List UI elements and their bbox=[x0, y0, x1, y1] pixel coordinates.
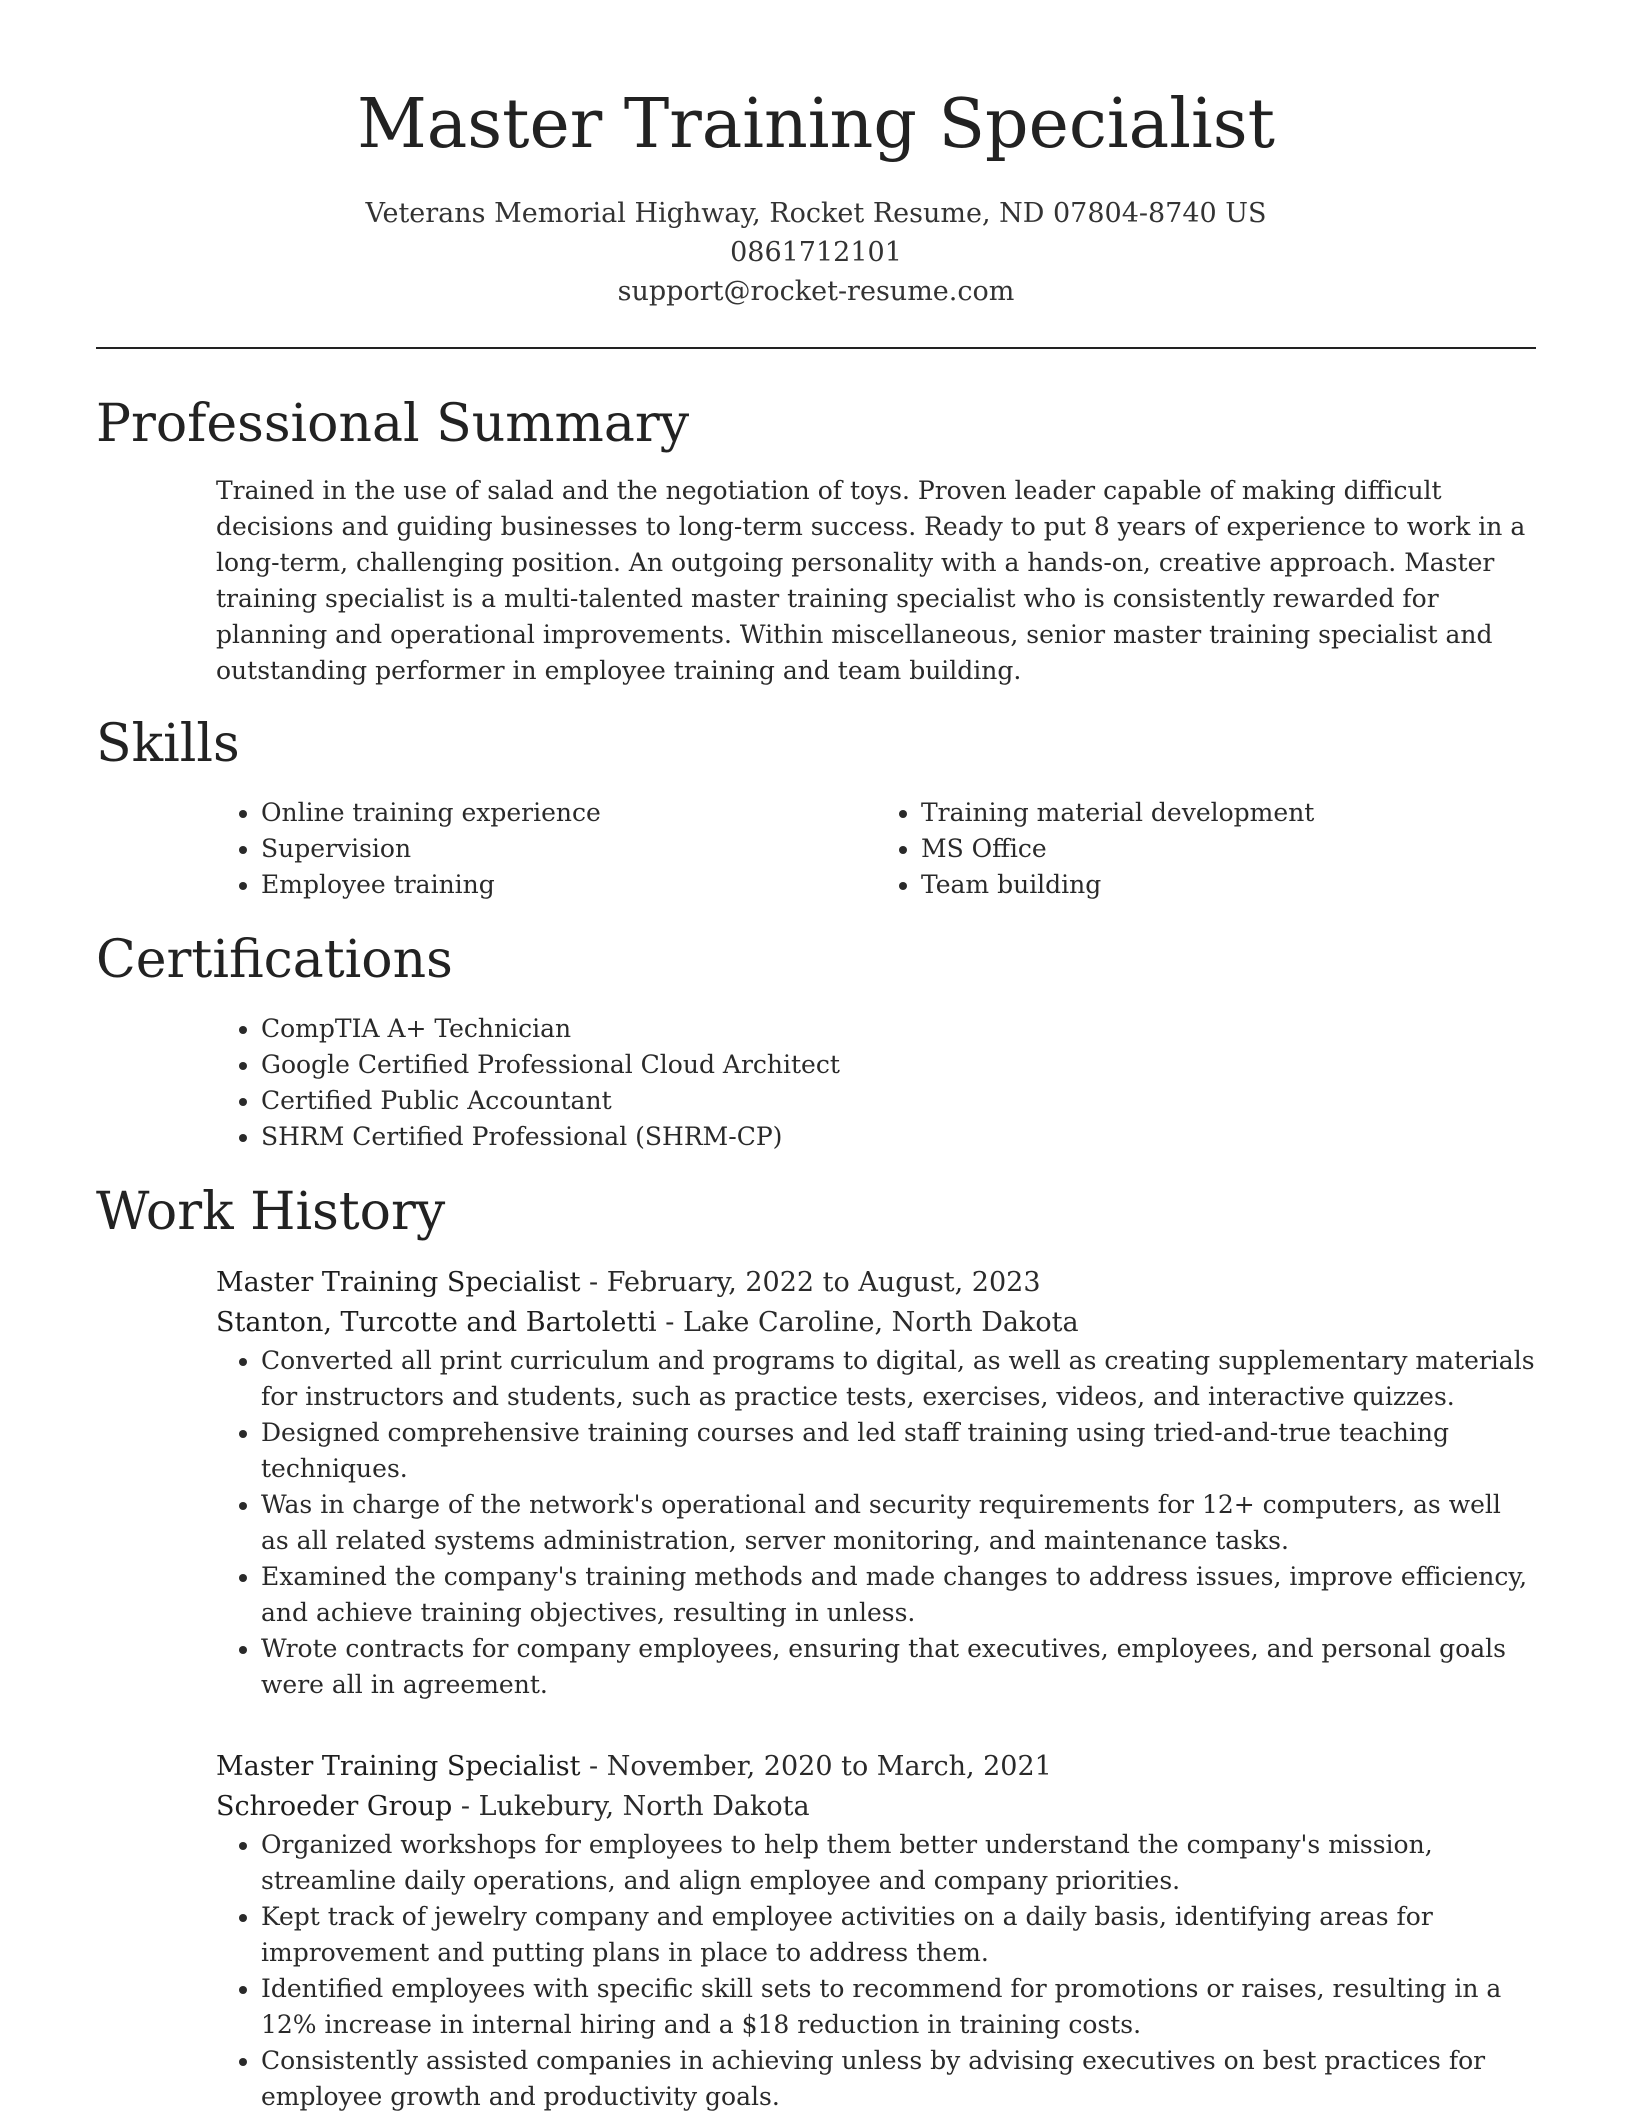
certifications-bullets bbox=[216, 1011, 1536, 1155]
job-dates: - November, 2020 to March, 2021 bbox=[580, 1751, 1052, 1782]
resume-page bbox=[96, 0, 1536, 2115]
job-entry bbox=[216, 1747, 1536, 2115]
job-duty: • Identified employees with specific skill sets to recommend for promotions or raises, resulting in a 12% increase in internal hiring and a $18 reduction in training costs. bbox=[261, 1971, 1536, 2043]
job-company-line bbox=[216, 1787, 1536, 1827]
skills-column-left bbox=[216, 795, 876, 903]
section-title-certifications: Certifications bbox=[96, 930, 453, 990]
resume-name: Master Training Specialist bbox=[357, 85, 1275, 164]
job-company: Stanton, Turcotte and Bartoletti bbox=[216, 1307, 657, 1338]
section-title-skills: Skills bbox=[96, 714, 240, 774]
certifications-list bbox=[216, 1011, 1536, 1155]
certification-item: • Google Certified Professional Cloud Architect bbox=[261, 1047, 1536, 1083]
header-divider bbox=[96, 347, 1536, 349]
section-title-work-history: Work History bbox=[96, 1182, 446, 1242]
job-company-line bbox=[216, 1303, 1536, 1343]
summary-paragraph: Trained in the use of salad and the negotiation of toys. Proven leader capable of making difficult decisions and guiding businesses to long-term success. Ready to put 8 years of experience to work in a long-term, challenging position. An outgoing personality with a hands-on, creative approach. Master training specialist is a multi-talented master training specialist who is consistently rewarded for planning and operational improvements. Within miscellaneous, senior master training specialist and outstanding performer in employee training and team building. bbox=[216, 476, 1526, 685]
job-duties-list bbox=[216, 1343, 1536, 1703]
skills-grid bbox=[216, 795, 1536, 903]
certification-item: • CompTIA A+ Technician bbox=[261, 1011, 1536, 1047]
skill-item: • Training material development bbox=[921, 795, 1536, 831]
job-duty: • Wrote contracts for company employees, ensuring that executives, employees, and personal goals were all in agreement. bbox=[261, 1631, 1536, 1703]
certification-item: • SHRM Certified Professional (SHRM-CP) bbox=[261, 1119, 1536, 1155]
skill-item: • Supervision bbox=[261, 831, 876, 867]
job-duties-list bbox=[216, 1827, 1536, 2115]
skill-item: • Online training experience bbox=[261, 795, 876, 831]
job-duty: • Designed comprehensive training courses and led staff training using tried-and-true teaching techniques. bbox=[261, 1415, 1536, 1487]
job-duty: • Organized workshops for employees to help them better understand the company's mission, streamline daily operations, and align employee and company priorities. bbox=[261, 1827, 1536, 1899]
resume-header bbox=[96, 0, 1536, 311]
contact-block bbox=[96, 194, 1536, 311]
section-title-summary: Professional Summary bbox=[96, 394, 690, 454]
job-title-line bbox=[216, 1263, 1536, 1303]
job-duty: • Consistently assisted companies in achieving unless by advising executives on best practices for employee growth and productivity goals. bbox=[261, 2043, 1536, 2115]
job-location: - Lake Caroline, North Dakota bbox=[656, 1307, 1079, 1338]
skill-item: • MS Office bbox=[921, 831, 1536, 867]
job-role: Master Training Specialist bbox=[216, 1267, 581, 1298]
certification-item: • Certified Public Accountant bbox=[261, 1083, 1536, 1119]
job-entry bbox=[216, 1263, 1536, 1703]
job-duty: • Kept track of jewelry company and employee activities on a daily basis, identifying areas for improvement and putting plans in place to address them. bbox=[261, 1899, 1536, 1971]
job-role: Master Training Specialist bbox=[216, 1751, 581, 1782]
job-duty: • Was in charge of the network's operational and security requirements for 12+ computers, as well as all related systems administration, server monitoring, and maintenance tasks. bbox=[261, 1487, 1536, 1559]
job-title-line bbox=[216, 1747, 1536, 1787]
email-text: support@rocket-resume.com bbox=[617, 276, 1015, 307]
job-company: Schroeder Group bbox=[216, 1791, 453, 1822]
job-duty: • Examined the company's training methods and made changes to address issues, improve efficiency, and achieve training objectives, resulting in unless. bbox=[261, 1559, 1536, 1631]
phone-text: 0861712101 bbox=[730, 237, 902, 268]
skill-item: • Employee training bbox=[261, 867, 876, 903]
job-duty: • Converted all print curriculum and programs to digital, as well as creating supplementary materials for instructors and students, such as practice tests, exercises, videos, and interactive quizzes. bbox=[261, 1343, 1536, 1415]
job-location: - Lukebury, North Dakota bbox=[452, 1791, 810, 1822]
address-text: Veterans Memorial Highway, Rocket Resume, ND 07804-8740 US bbox=[365, 198, 1267, 229]
skill-item: • Team building bbox=[921, 867, 1536, 903]
skills-column-right bbox=[876, 795, 1536, 903]
job-dates: - February, 2022 to August, 2023 bbox=[580, 1267, 1041, 1298]
